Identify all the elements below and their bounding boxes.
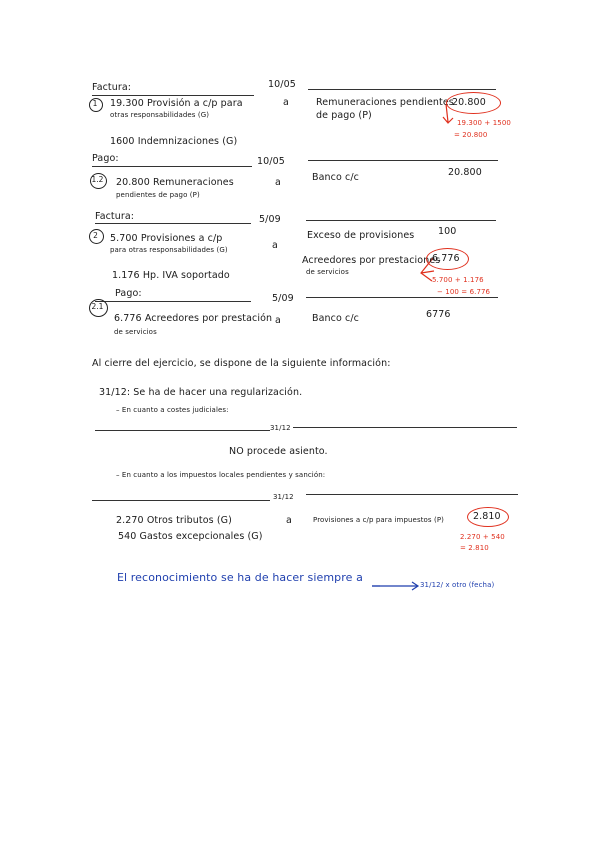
block1-badge: 1 xyxy=(92,99,98,108)
block2-debit-1b: pendientes de pago (P) xyxy=(116,191,200,199)
block4-debit-1: 6.776 Acreedores por prestación xyxy=(114,313,273,324)
block2-badge: 1.2 xyxy=(91,175,104,184)
notes-date-a: 31/12 xyxy=(270,424,291,432)
block3-a: a xyxy=(272,240,278,251)
block5-calc-1: 2.270 + 540 xyxy=(460,533,505,541)
block4-debit-1b: de servicios xyxy=(114,328,157,336)
block1-debit-1: 19.300 Provisión a c/p para xyxy=(110,98,243,109)
notes-item-1: 31/12: Se ha de hacer una regularización. xyxy=(99,387,303,398)
block4-credit-1: Banco c/c xyxy=(312,313,359,324)
block3-calc-1: 5.700 + 1.176 xyxy=(432,276,484,284)
block5-debit-2: 540 Gastos excepcionales (G) xyxy=(118,531,263,542)
block3-credit-1: Exceso de provisiones xyxy=(307,230,415,241)
block1-line-left xyxy=(92,95,254,96)
notes-line-a-right xyxy=(293,427,517,428)
notes-cierre: Al cierre del ejercicio, se dispone de la siguiente información: xyxy=(92,358,391,369)
block4-credit-amount: 6776 xyxy=(426,309,451,320)
block1-credit-1b: de pago (P) xyxy=(316,110,372,121)
block4-date: 5/09 xyxy=(272,293,294,304)
block1-calc-1: 19.300 + 1500 xyxy=(457,119,511,127)
block3-debit-2: 1.176 Hp. IVA soportado xyxy=(112,270,230,281)
notes-item-1a: – En cuanto a costes judiciales: xyxy=(116,406,229,414)
block2-a: a xyxy=(275,177,281,188)
block1-header-label: Factura: xyxy=(92,82,132,93)
block3-debit-1: 5.700 Provisiones a c/p xyxy=(110,233,223,244)
footer-target: 31/12/ x otro (fecha) xyxy=(420,581,495,589)
block2-credit-1: Banco c/c xyxy=(312,172,359,183)
block4-badge: 2.1 xyxy=(91,302,104,311)
block1-debit-1b: otras responsabilidades (G) xyxy=(110,111,210,119)
block2-date: 10/05 xyxy=(257,156,285,167)
block3-credit-2b: de servicios xyxy=(306,268,349,276)
block1-credit-amount: 20.800 xyxy=(452,97,486,108)
block4-a: a xyxy=(275,315,281,326)
block3-badge: 2 xyxy=(93,231,98,240)
block4-header-label: Pago: xyxy=(115,288,142,299)
notes-item-2: – En cuanto a los impuestos locales pendientes y sanción: xyxy=(116,471,326,479)
notes-date-b: 31/12 xyxy=(273,493,294,501)
block2-line-right xyxy=(308,160,498,161)
block3-line-left xyxy=(95,223,251,224)
notes-line-a-left xyxy=(95,430,270,431)
block2-debit-1: 20.800 Remuneraciones xyxy=(116,177,234,188)
block2-header-label: Pago: xyxy=(92,153,119,164)
notes-line-b-right xyxy=(306,494,518,495)
block3-credit-1-amount: 100 xyxy=(438,226,457,237)
block3-line-right xyxy=(306,220,496,221)
block1-credit-1: Remuneraciones pendientes xyxy=(316,97,454,108)
block2-credit-amount: 20.800 xyxy=(448,167,482,178)
block5-a: a xyxy=(286,515,292,526)
block3-credit-2-amount: 6.776 xyxy=(432,253,460,264)
block4-line-right xyxy=(306,297,498,298)
block3-date: 5/09 xyxy=(259,214,281,225)
block3-credit-2: Acreedores por prestaciones xyxy=(302,255,441,266)
block1-date: 10/05 xyxy=(268,79,296,90)
block4-line-left xyxy=(95,301,251,302)
notes-no-procede: NO procede asiento. xyxy=(229,446,328,457)
notes-line-b-left xyxy=(92,500,270,501)
block1-calc-2: = 20.800 xyxy=(454,131,488,139)
block3-calc-2: − 100 = 6.776 xyxy=(437,288,491,296)
block5-credit-amount: 2.810 xyxy=(473,511,501,522)
block1-debit-2: 1600 Indemnizaciones (G) xyxy=(110,136,238,147)
block3-header-label: Factura: xyxy=(95,211,135,222)
block5-credit-1: Provisiones a c/p para impuestos (P) xyxy=(313,516,444,524)
block5-calc-2: = 2.810 xyxy=(460,544,489,552)
block1-a: a xyxy=(283,97,289,108)
footer-text: El reconocimiento se ha de hacer siempre a xyxy=(117,571,363,584)
block1-line-right xyxy=(308,89,496,90)
block3-debit-1b: para otras responsabilidades (G) xyxy=(110,246,228,254)
block2-line-left xyxy=(92,166,252,167)
block5-debit-1: 2.270 Otros tributos (G) xyxy=(116,515,232,526)
